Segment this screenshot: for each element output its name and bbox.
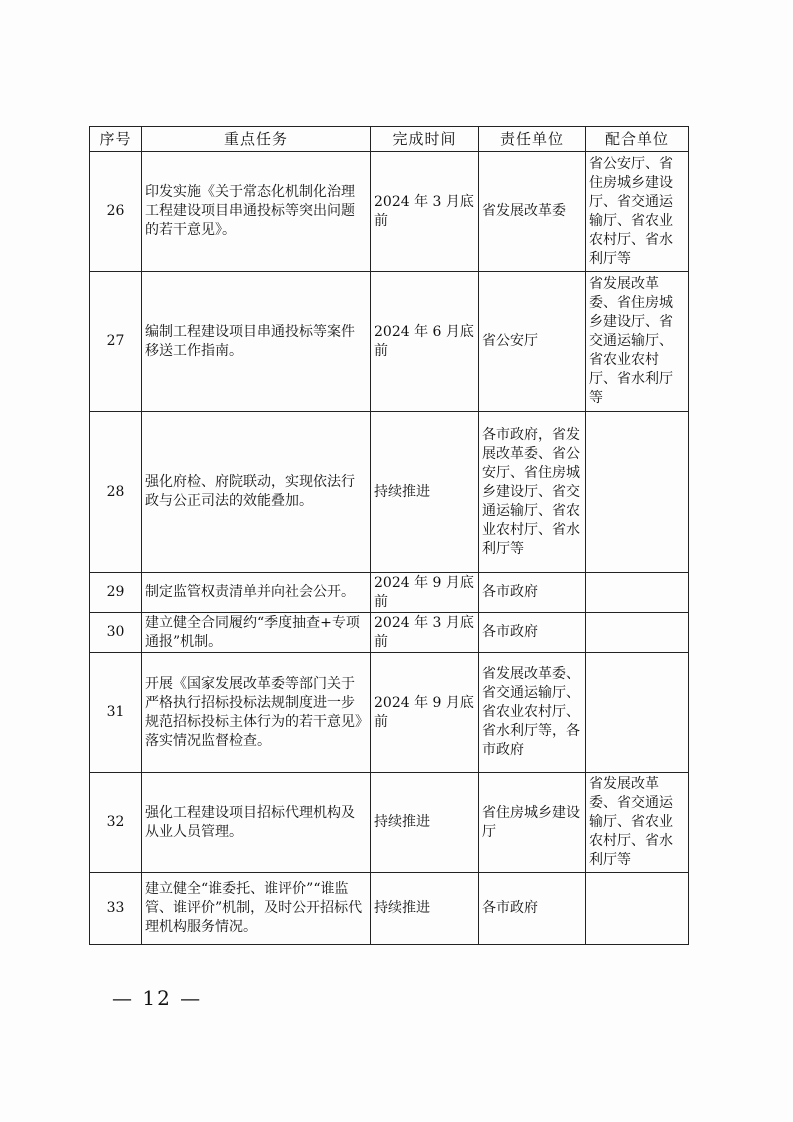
- header-task: 重点任务: [142, 127, 371, 152]
- header-cooperating: 配合单位: [586, 127, 689, 152]
- cell-responsible: 省公安厅: [479, 272, 586, 412]
- cell-time: 2024 年 3 月底前: [371, 613, 479, 653]
- cell-cooperating: [586, 573, 689, 613]
- cell-task: 建立健全合同履约“季度抽查+专项通报”机制。: [142, 613, 371, 653]
- cell-cooperating: [586, 613, 689, 653]
- cell-responsible: 各市政府: [479, 873, 586, 945]
- cell-time: 2024 年 9 月底前: [371, 573, 479, 613]
- table-row: [90, 613, 689, 653]
- cell-no: 29: [90, 573, 142, 613]
- cell-cooperating: [586, 412, 689, 573]
- cell-no: 28: [90, 412, 142, 573]
- cell-responsible: 各市政府: [479, 613, 586, 653]
- cell-task: 强化工程建设项目招标代理机构及从业人员管理。: [142, 773, 371, 873]
- table-row: [90, 412, 689, 573]
- cell-no: 33: [90, 873, 142, 945]
- cell-cooperating: 省发展改革委、省交通运输厅、省农业农村厅、省水利厅等: [586, 773, 689, 873]
- table-row: [90, 152, 689, 272]
- table-row: [90, 573, 689, 613]
- table-row: [90, 653, 689, 773]
- cell-time: 2024 年 3 月底前: [371, 152, 479, 272]
- cell-time: 持续推进: [371, 773, 479, 873]
- cell-task: 强化府检、府院联动，实现依法行政与公正司法的效能叠加。: [142, 412, 371, 573]
- cell-responsible: 各市政府: [479, 573, 586, 613]
- cell-task: 编制工程建设项目串通投标等案件移送工作指南。: [142, 272, 371, 412]
- cell-responsible: 省发展改革委: [479, 152, 586, 272]
- cell-no: 32: [90, 773, 142, 873]
- table-row: [90, 773, 689, 873]
- cell-cooperating: [586, 873, 689, 945]
- cell-time: 持续推进: [371, 873, 479, 945]
- cell-cooperating: 省公安厅、省住房城乡建设厅、省交通运输厅、省农业农村厅、省水利厅等: [586, 152, 689, 272]
- table-row: [90, 272, 689, 412]
- task-table: [89, 126, 689, 945]
- header-time: 完成时间: [371, 127, 479, 152]
- cell-time: 2024 年 9 月底前: [371, 653, 479, 773]
- cell-responsible: 省发展改革委、省交通运输厅、省农业农村厅、省水利厅等，各市政府: [479, 653, 586, 773]
- cell-task: 制定监管权责清单并向社会公开。: [142, 573, 371, 613]
- cell-time: 2024 年 6 月底前: [371, 272, 479, 412]
- cell-task: 开展《国家发展改革委等部门关于严格执行招标投标法规制度进一步规范招标投标主体行为的若干意见》落实情况监督检查。: [142, 653, 371, 773]
- cell-task: 印发实施《关于常态化机制化治理工程建设项目串通投标等突出问题的若干意见》。: [142, 152, 371, 272]
- cell-task: 建立健全“谁委托、谁评价”“谁监管、谁评价”机制，及时公开招标代理机构服务情况。: [142, 873, 371, 945]
- cell-responsible: 各市政府，省发展改革委、省公安厅、省住房城乡建设厅、省交通运输厅、省农业农村厅、省水利厅等: [479, 412, 586, 573]
- cell-no: 27: [90, 272, 142, 412]
- header-no: 序号: [90, 127, 142, 152]
- cell-responsible: 省住房城乡建设厅: [479, 773, 586, 873]
- table-row: [90, 873, 689, 945]
- cell-no: 26: [90, 152, 142, 272]
- cell-cooperating: [586, 653, 689, 773]
- header-responsible: 责任单位: [479, 127, 586, 152]
- table-header-row: [90, 127, 689, 152]
- cell-cooperating: 省发展改革委、省住房城乡建设厅、省交通运输厅、省农业农村厅、省水利厅等: [586, 272, 689, 412]
- cell-time: 持续推进: [371, 412, 479, 573]
- cell-no: 31: [90, 653, 142, 773]
- cell-no: 30: [90, 613, 142, 653]
- page-number: — 12 —: [112, 986, 203, 1010]
